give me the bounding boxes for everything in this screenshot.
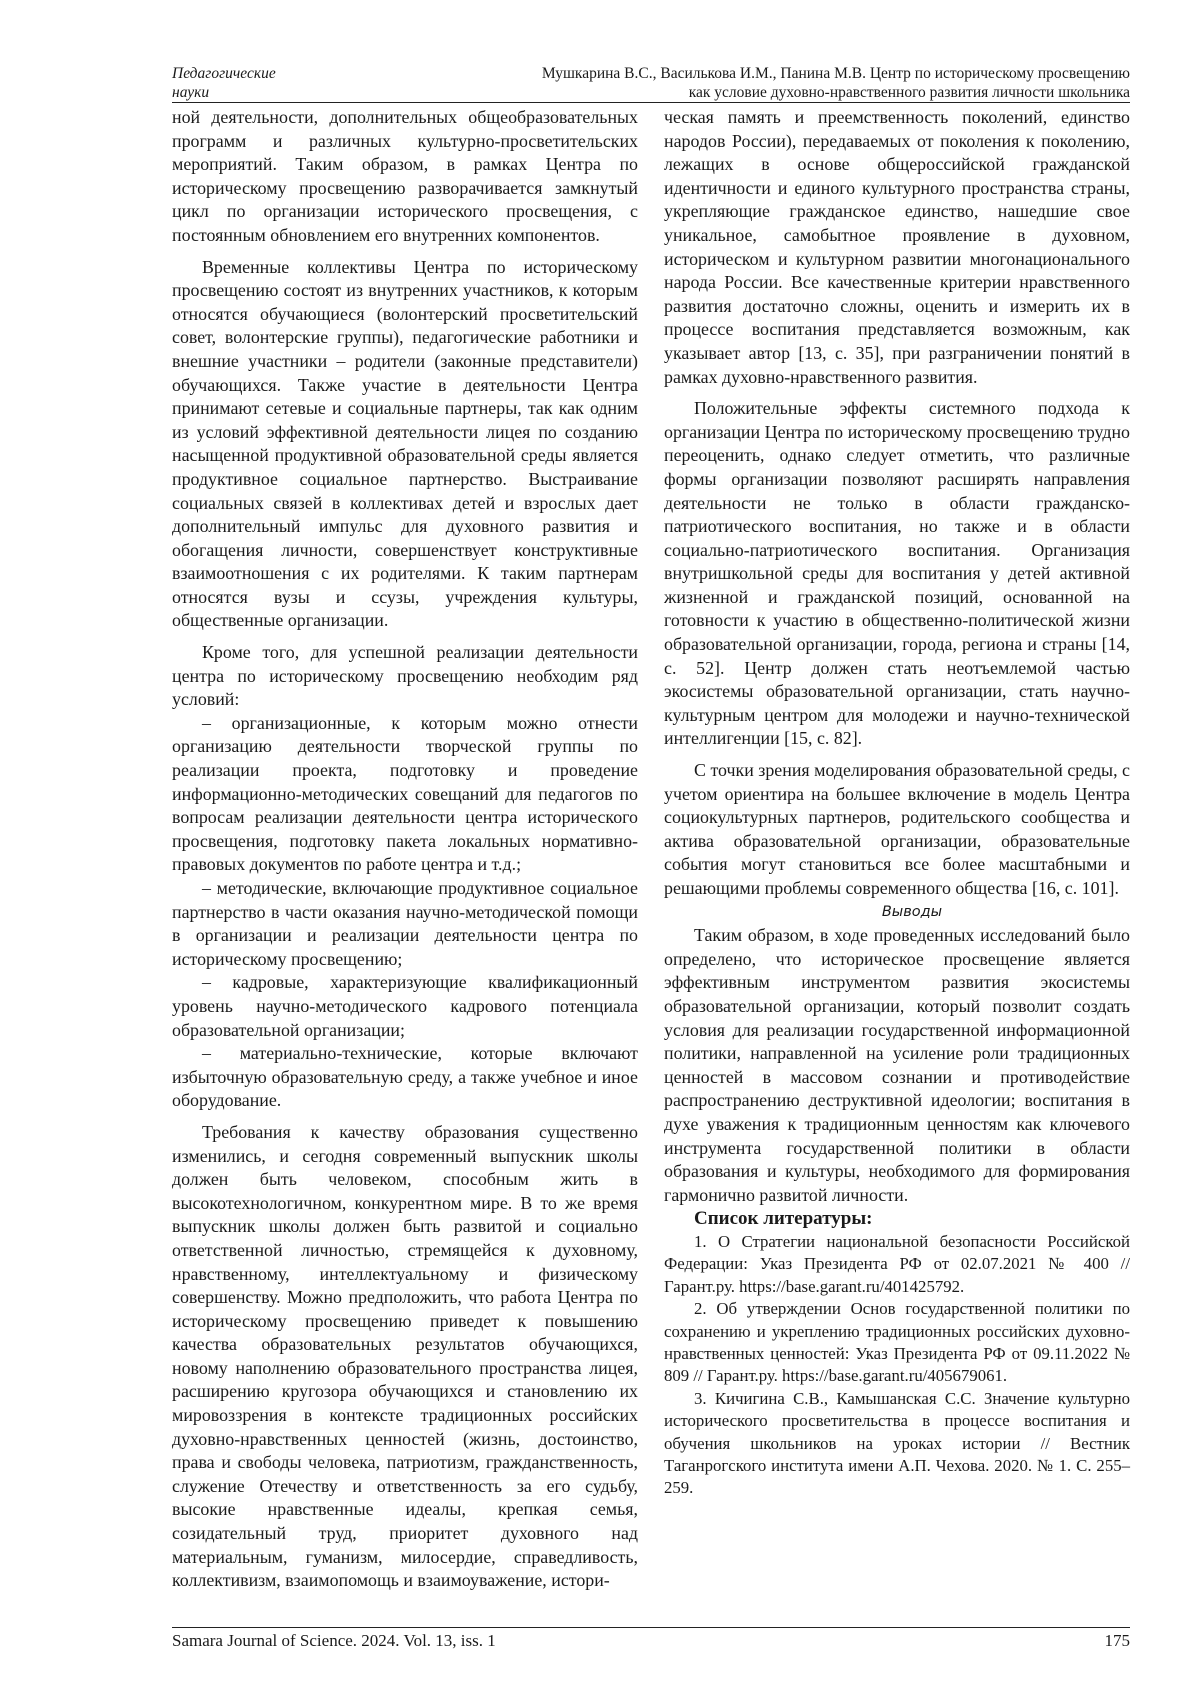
journal-citation: Samara Journal of Science. 2024. Vol. 13, iss. 1 <box>172 1630 496 1652</box>
journal-section <box>172 64 372 102</box>
list-item: – организационные, к которым можно отнести организацию деятельности творческой группы по реализации проекта, подготовку и проведение информационно-методических совещаний для педагогов по вопросам реализации деятельности центра исторического просвещения, подготовку пакета локальных нормативно-правовых документов по работе центра и т.д.; <box>172 712 638 877</box>
left-column <box>172 106 638 1593</box>
page-number: 175 <box>1105 1630 1131 1652</box>
footer-divider <box>172 1627 1130 1628</box>
section-line-1: Педагогические <box>172 65 276 82</box>
paragraph: Положительные эффекты системного подхода к организации Центра по историческому просвещению трудно переоценить, однако следует отметить, что различные формы организации позволяют расширять направления деятельности не только в области гражданско-патриотического воспитания, но также и в области социально-патриотического воспитания. Организация внутришкольной среды для воспитания у детей активной жизненной и гражданской позиций, основанной на готовности к участию в общественно-политической жизни образовательной организации, города, региона и страны [14, с. 52]. Центр должен стать неотъемлемой частью экосистемы образовательной организации, стать научно-культурным центром для молодежи и научно-технической интеллигенции [15, с. 82]. <box>664 397 1130 751</box>
paragraph: С точки зрения моделирования образовательной среды, с учетом ориентира на большее включение в модель Центра социокультурных партнеров, родительского сообщества и актива образовательной организации, образовательные события могут становиться все более масштабными и решающими проблемы современного общества [16, с. 101]. <box>664 759 1130 901</box>
section-line-2: науки <box>172 84 209 101</box>
list-item: – кадровые, характеризующие квалификационный уровень научно-методического кадрового потенциала образовательной организации; <box>172 971 638 1042</box>
running-title <box>370 64 1130 102</box>
paragraph: Временные коллективы Центра по историческому просвещению состоят из внутренних участников, к которым относятся обучающиеся (волонтерский просветительский совет, волонтерские группы), педагогические работники и внешние участники – родители (законные представители) обучающихся. Также участие в деятельности Центра принимают сетевые и социальные партнеры, так как одним из условий эффективной деятельности лицея по созданию насыщенной продуктивной образовательной среды является продуктивное социальное партнерство. Выстраивание социальных связей в коллективах детей и взрослых дает дополнительный импульс для духовного развития и обогащения личности, совершенствует конструктивные взаимоотношения с их родителями. К таким партнерам относятся вузы и ссузы, учреждения культуры, общественные организации. <box>172 256 638 634</box>
right-column <box>664 106 1130 1500</box>
reference-item: 3. Кичигина С.В., Камышанская С.С. Значение культурно исторического просветительства в процессе воспитания и обучения школьников на уроках истории // Вестник Таганрогского института имени А.П. Чехова. 2020. № 1. С. 255–259. <box>664 1388 1130 1500</box>
paragraph: ной деятельности, дополнительных общеобразовательных программ и различных культурно-просветительских мероприятий. Таким образом, в рамках Центра по историческому просвещению разворачивается замкнутый цикл по организации исторического просвещения, с постоянным обновлением его внутренних компонентов. <box>172 106 638 248</box>
list-item: – методические, включающие продуктивное социальное партнерство в части оказания научно-методической помощи в организации и реализации деятельности центра по историческому просвещению; <box>172 877 638 971</box>
references-heading: Список литературы: <box>664 1207 1130 1231</box>
running-title-line-1: Мушкарина В.С., Василькова И.М., Панина М.В. Центр по историческому просвещению <box>370 64 1130 83</box>
conclusions-heading: Выводы <box>664 901 1130 925</box>
paragraph: Требования к качеству образования существенно изменились, и сегодня современный выпускник школы должен быть человеком, способным жить в высокотехнологичном, конкурентном мире. В то же время выпускник школы должен быть развитой и социально ответственной личностью, стремящейся к духовному, нравственному, интеллектуальному и физическому совершенству. Можно предположить, что работа Центра по историческому просвещению приведет к повышению качества образовательных результатов обучающихся, новому наполнению образовательного пространства лицея, расширению кругозора обучающихся и становлению их мировоззрения в контексте традиционных российских духовно-нравственных ценностей (жизнь, достоинство, права и свободы человека, патриотизм, гражданственность, служение Отечеству и ответственность за его судьбу, высокие нравственные идеалы, крепкая семья, созидательный труд, приоритет духовного над материальным, гуманизм, милосердие, справедливость, коллективизм, взаимопомощь и взаимоуважение, истори- <box>172 1121 638 1593</box>
header-divider <box>172 102 1130 103</box>
paragraph: ческая память и преемственность поколений, единство народов России), передаваемых от поколения к поколению, лежащих в основе общероссийской гражданской идентичности и единого культурного пространства страны, укрепляющие гражданское единство, нашедшие свое уникальное, самобытное проявление в духовном, историческом и культурном развитии многонационального народа России. Все качественные критерии нравственного развития достаточно сложны, оценить и измерить их в процессе воспитания представляется возможным, как указывает автор [13, с. 35], при разграничении понятий в рамках духовно-нравственного развития. <box>664 106 1130 389</box>
running-title-line-2: как условие духовно-нравственного развития личности школьника <box>370 83 1130 102</box>
reference-item: 1. О Стратегии национальной безопасности Российской Федерации: Указ Президента РФ от 02.07.2021 № 400 // Гарант.ру. https://base.garant.ru/401425792. <box>664 1231 1130 1298</box>
paragraph: Таким образом, в ходе проведенных исследований было определено, что историческое просвещение является эффективным инструментом развития экосистемы образовательной организации, который позволит создать условия для реализации государственной информационной политики, направленной на усиление роли традиционных ценностей в массовом сознании и противодействие распространению деструктивной идеологии; воспитания в духе уважения к традиционным ценностям как ключевого инструмента государственной политики в области образования и культуры, необходимого для формирования гармонично развитой личности. <box>664 924 1130 1207</box>
paragraph: Кроме того, для успешной реализации деятельности центра по историческому просвещению необходим ряд условий: <box>172 641 638 712</box>
list-item: – материально-технические, которые включают избыточную образовательную среду, а также учебное и иное оборудование. <box>172 1042 638 1113</box>
reference-item: 2. Об утверждении Основ государственной политики по сохранению и укреплению традиционных российских духовно-нравственных ценностей: Указ Президента РФ от 09.11.2022 № 809 // Гарант.ру. https://base.garant.ru/405679061. <box>664 1298 1130 1388</box>
page-header <box>172 64 1130 102</box>
